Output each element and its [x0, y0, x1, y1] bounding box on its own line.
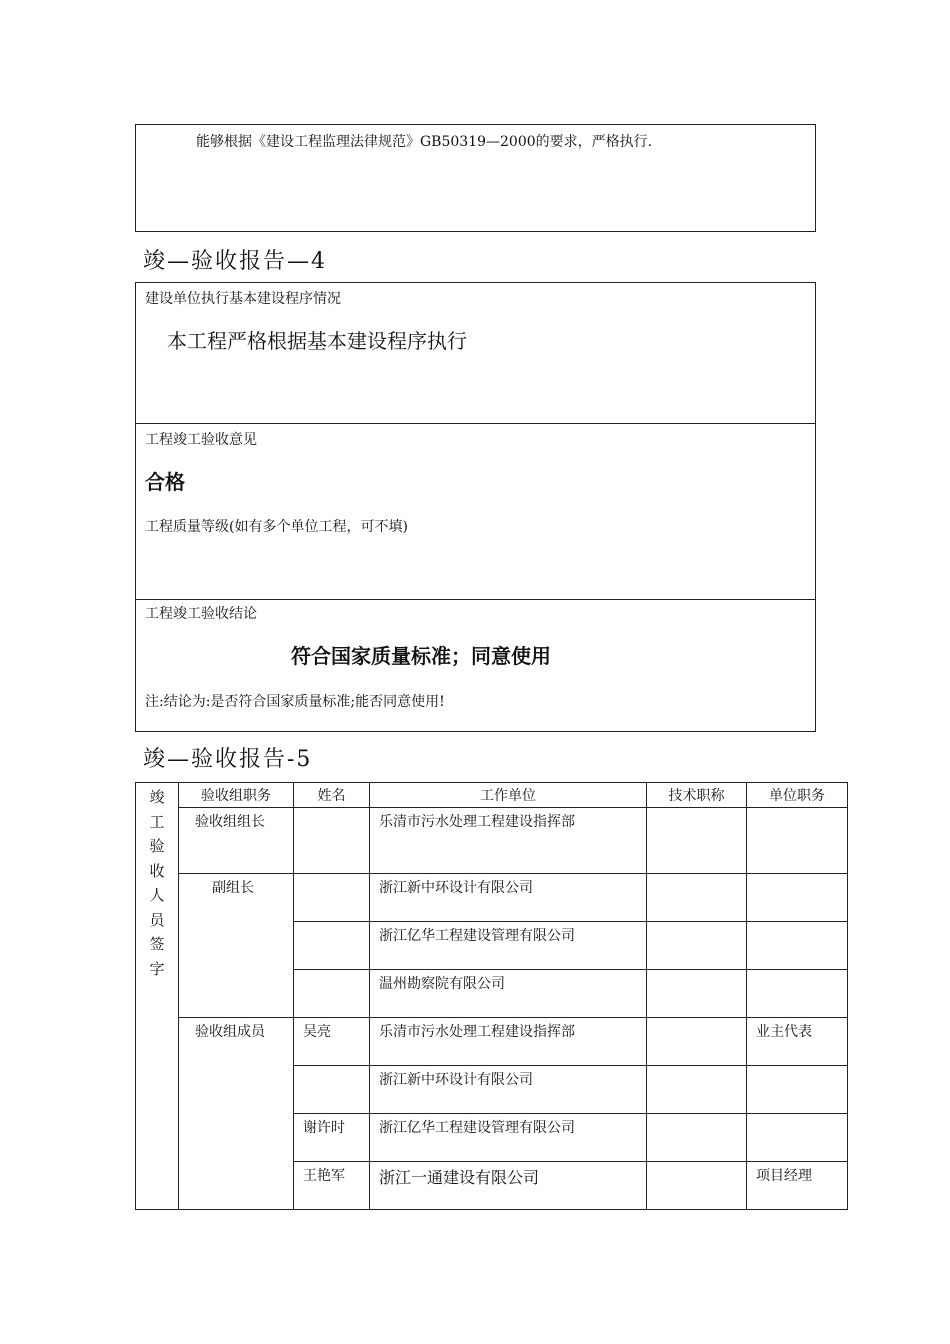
- name-cell: [294, 808, 370, 874]
- name-cell: [294, 1066, 370, 1114]
- side-label-cell: [136, 783, 179, 1210]
- name-cell: [294, 874, 370, 922]
- column-header: 单位职务: [747, 783, 848, 808]
- conclusion-label: 工程竣工验收结论: [145, 606, 257, 622]
- unit-cell: 乐清市污水处理工程建设指挥部: [370, 808, 647, 874]
- construction-procedure-value: 本工程严格根据基本建设程序执行: [167, 329, 467, 353]
- table-row: [136, 1018, 848, 1066]
- side-char: 字: [149, 959, 165, 978]
- title-cell: [647, 1066, 747, 1114]
- conclusion-value: 符合国家质量标准；同意使用: [291, 644, 551, 668]
- acceptance-members-table: [135, 782, 848, 1210]
- side-char: 工: [149, 812, 165, 831]
- unit-cell: 温州勘察院有限公司: [370, 970, 647, 1018]
- name-cell: [294, 922, 370, 970]
- name-cell: 谢许时: [294, 1114, 370, 1162]
- side-char: 人: [149, 886, 165, 904]
- unit-cell: 浙江一通建设有限公司: [370, 1162, 647, 1210]
- position-cell: [747, 1114, 848, 1162]
- acceptance-opinion-label: 工程竣工验收意见: [145, 432, 257, 448]
- name-cell: [294, 970, 370, 1018]
- position-cell: [747, 808, 848, 874]
- column-header: 姓名: [294, 783, 370, 808]
- role-cell-leader: 验收组组长: [179, 808, 294, 874]
- title-cell: [647, 874, 747, 922]
- title-cell: [647, 808, 747, 874]
- unit-cell: 浙江新中环设计有限公司: [370, 1066, 647, 1114]
- position-cell: [747, 1066, 848, 1114]
- side-char: 验: [149, 837, 165, 855]
- title-cell: [647, 1162, 747, 1210]
- role-cell-members: 验收组成员: [179, 1018, 294, 1210]
- unit-cell: 浙江亿华工程建设管理有限公司: [370, 1114, 647, 1162]
- side-char: 收: [149, 861, 165, 880]
- quality-grade-label: 工程质量等级(如有多个单位工程，可不填): [145, 519, 408, 535]
- title-cell: [647, 922, 747, 970]
- conclusion-note: 注:结论为:是否符合国家质量标准;能否同意使用!: [145, 694, 445, 710]
- title-cell: [647, 970, 747, 1018]
- unit-cell: 浙江新中环设计有限公司: [370, 874, 647, 922]
- side-char: 竣: [149, 788, 165, 806]
- supervision-box: [135, 124, 816, 232]
- role-cell-deputy: 副组长: [179, 874, 294, 1018]
- title-cell: [647, 1114, 747, 1162]
- side-char: 签: [149, 935, 165, 953]
- name-cell: 王艳军: [294, 1162, 370, 1210]
- position-cell: [747, 922, 848, 970]
- title-cell: [647, 1018, 747, 1066]
- divider: [136, 599, 815, 600]
- table-row: [136, 874, 848, 922]
- report-4-heading: 竣—验收报告—4: [143, 249, 327, 274]
- table-header-row: [136, 783, 848, 808]
- column-header: 技术职称: [647, 783, 747, 808]
- name-cell: 吴亮: [294, 1018, 370, 1066]
- position-cell: [747, 970, 848, 1018]
- position-cell: [747, 874, 848, 922]
- construction-procedure-label: 建设单位执行基本建设程序情况: [145, 291, 341, 307]
- acceptance-opinion-value: 合格: [145, 470, 185, 494]
- column-header: 验收组职务: [179, 783, 294, 808]
- side-char: 员: [149, 910, 165, 929]
- unit-cell: 浙江亿华工程建设管理有限公司: [370, 922, 647, 970]
- unit-cell: 乐清市污水处理工程建设指挥部: [370, 1018, 647, 1066]
- divider: [136, 423, 815, 424]
- supervision-text: 能够根据《建设工程监理法律规范》GB50319—2000的要求，严格执行.: [196, 134, 653, 150]
- report-4-box: [135, 282, 816, 732]
- report-5-heading: 竣—验收报告-5: [143, 747, 313, 772]
- position-cell: 业主代表: [747, 1018, 848, 1066]
- table-row: [136, 808, 848, 874]
- position-cell: 项目经理: [747, 1162, 848, 1210]
- column-header: 工作单位: [370, 783, 647, 808]
